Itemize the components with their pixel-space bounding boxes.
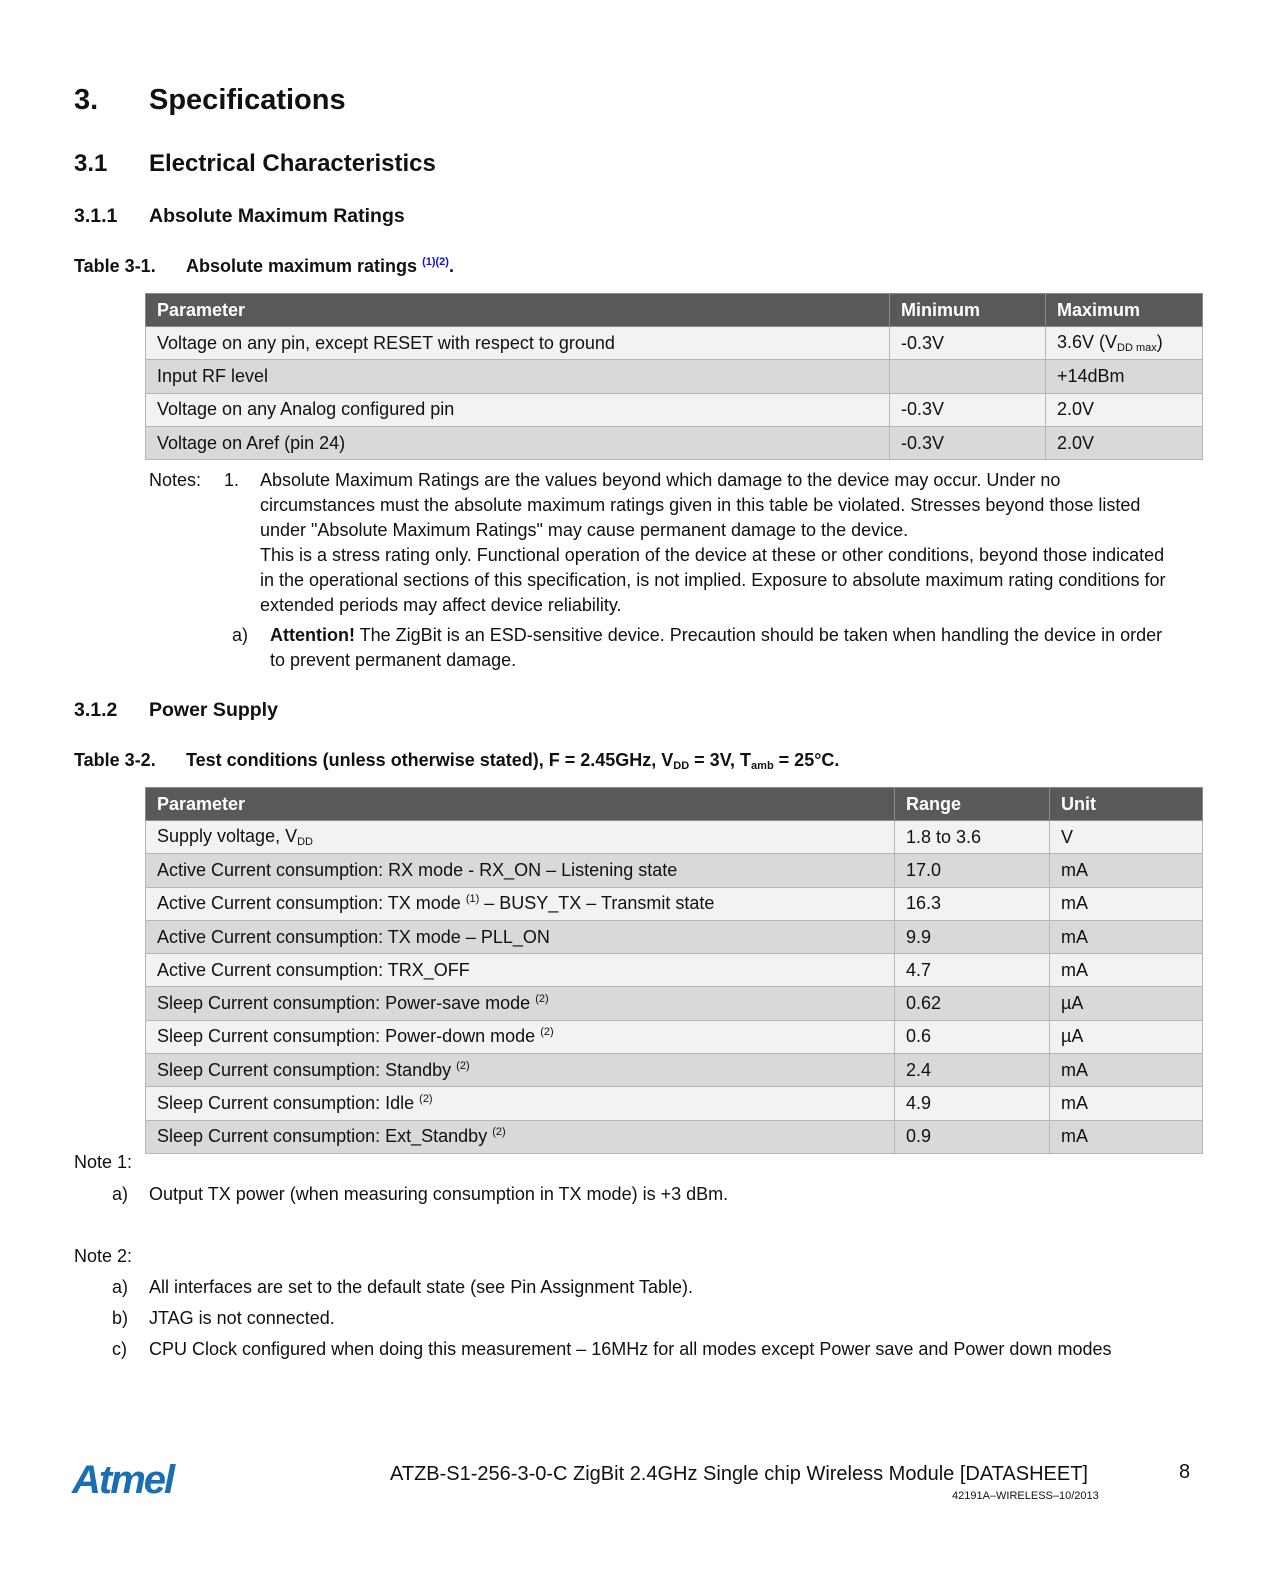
section-heading: [74, 84, 346, 117]
caption-number: Table 3-1.: [74, 256, 156, 276]
note-item-text: All interfaces are set to the default state (see Pin Assignment Table).: [149, 1277, 693, 1297]
text-segment: 16.3: [906, 893, 942, 914]
table-cell: [146, 887, 895, 920]
table-cell: [146, 1020, 895, 1053]
table-caption: [74, 750, 840, 772]
text-segment: µA: [1061, 993, 1084, 1014]
text-segment: mA: [1061, 893, 1088, 914]
text-segment: Active Current consumption: TX mode: [157, 893, 466, 914]
text-segment: mA: [1061, 859, 1088, 880]
table-cell: [895, 854, 1050, 887]
table-row: [146, 920, 1203, 953]
text-segment: 3.6V (V: [1057, 332, 1118, 353]
note-number: 1.: [224, 470, 240, 490]
text-segment: 9.9: [906, 926, 932, 947]
table-cell: [895, 1054, 1050, 1087]
text-segment: V: [1061, 826, 1074, 847]
subsection-title: Electrical Characteristics: [149, 150, 436, 177]
note-label: Note 2:: [74, 1246, 133, 1266]
text-segment: -0.3V: [901, 432, 945, 453]
table-cell: [1050, 1120, 1203, 1153]
note-item-label: a): [112, 1277, 129, 1297]
text-segment: (2): [419, 1093, 433, 1106]
table-cell: [1050, 854, 1203, 887]
table-cell: [895, 954, 1050, 987]
table-row: [146, 1120, 1203, 1153]
text-segment: mA: [1061, 1059, 1088, 1080]
attention-note: [270, 623, 1180, 673]
text-segment: 0.9: [906, 1126, 932, 1147]
table-cell: [146, 854, 895, 887]
page-number: 8: [1179, 1461, 1191, 1483]
text-segment: Active Current consumption: TRX_OFF: [157, 959, 470, 980]
table-row: [146, 1020, 1203, 1053]
table-cell: [146, 987, 895, 1020]
text-segment: (2): [535, 993, 549, 1006]
table-cell: [1050, 987, 1203, 1020]
text-segment: mA: [1061, 1126, 1088, 1147]
table-cell: [895, 887, 1050, 920]
table-cell: [895, 1087, 1050, 1120]
note-item-label: a): [232, 625, 249, 645]
table-cell: [146, 1087, 895, 1120]
table-row: [146, 1087, 1203, 1120]
table-cell: [146, 1120, 895, 1153]
table-cell: [1050, 887, 1203, 920]
subsubsection-heading: [74, 699, 278, 722]
section-number: 3.: [74, 84, 99, 116]
text-segment: (2): [492, 1126, 506, 1139]
table-cell: [1046, 360, 1203, 393]
note-item-text: Output TX power (when measuring consumption in TX mode) is +3 dBm.: [149, 1184, 729, 1204]
table-cell: [1050, 821, 1203, 854]
table-cell: [146, 360, 890, 393]
table-cell: [146, 920, 895, 953]
column-header: Range: [895, 788, 1050, 821]
text-segment: – BUSY_TX – Transmit state: [479, 893, 715, 914]
caption-text: [186, 750, 839, 772]
heading-title: Power Supply: [149, 699, 278, 721]
table-row: [146, 821, 1203, 854]
text-segment: Sleep Current consumption: Power-down mode: [157, 1026, 541, 1047]
footnote-link[interactable]: (1)(2): [422, 256, 449, 268]
table-row: [146, 426, 1203, 459]
note-item-text: CPU Clock configured when doing this measurement – 16MHz for all modes except Power save and Power down modes: [149, 1339, 1112, 1359]
table-cell: [146, 1054, 895, 1087]
text-segment: DD max: [1117, 342, 1157, 355]
column-header: Parameter: [146, 788, 895, 821]
note-item-label: c): [112, 1339, 127, 1359]
power-supply-table: [145, 787, 1203, 1154]
table-cell: [890, 426, 1046, 459]
attention-label: Attention!: [270, 625, 355, 645]
text-segment: Voltage on any pin, except RESET with respect to ground: [157, 332, 615, 353]
text-segment: -0.3V: [901, 399, 945, 420]
table-cell: [895, 821, 1050, 854]
text-segment: Sleep Current consumption: Power-save mode: [157, 993, 536, 1014]
table-cell: [146, 821, 895, 854]
column-header: Minimum: [890, 294, 1046, 327]
text-segment: Supply voltage, V: [157, 826, 298, 847]
text-segment: Input RF level: [157, 365, 269, 386]
attention-text: The ZigBit is an ESD-sensitive device. Precaution should be taken when handling the device in order to prevent permanent damage.: [270, 625, 1163, 670]
text-segment: Sleep Current consumption: Standby: [157, 1059, 457, 1080]
text-segment: 4.9: [906, 1093, 932, 1114]
column-header: Maximum: [1046, 294, 1203, 327]
text-segment: (2): [540, 1026, 554, 1039]
table-cell: [1046, 426, 1203, 459]
heading-number: 3.1.2: [74, 699, 118, 721]
note-paragraph: This is a stress rating only. Functional operation of the device at these or other conditions, beyond those indicated in the operational sections of this specification, is not implied. Exposure to absolute maximum rating conditions for extended periods may affect device reliability.: [260, 545, 1166, 615]
table-row: [146, 1054, 1203, 1087]
column-header: Parameter: [146, 294, 890, 327]
table-cell: [146, 954, 895, 987]
text-segment: 4.7: [906, 959, 932, 980]
table-cell: [1050, 920, 1203, 953]
text-segment: +14dBm: [1057, 365, 1125, 386]
table-row: [146, 887, 1203, 920]
table-cell: [895, 920, 1050, 953]
text-segment: 0.62: [906, 993, 942, 1014]
table-cell: [1046, 327, 1203, 360]
text-segment: (1): [465, 893, 480, 906]
table-row: [146, 327, 1203, 360]
table-cell: [890, 393, 1046, 426]
table-cell: [146, 327, 890, 360]
text-segment: = 25°C.: [773, 750, 840, 770]
table-cell: [890, 360, 1046, 393]
text-segment: Voltage on Aref (pin 24): [157, 432, 346, 453]
text-segment: 1.8 to 3.6: [906, 826, 982, 847]
table-cell: [146, 426, 890, 459]
table-cell: [895, 987, 1050, 1020]
text-segment: 17.0: [906, 859, 942, 880]
text-segment: mA: [1061, 926, 1088, 947]
section-title: Specifications: [149, 84, 346, 116]
document-id: 42191A–WIRELESS–10/2013: [952, 1490, 1099, 1502]
note-item-text: JTAG is not connected.: [149, 1308, 335, 1328]
table-cell: [895, 1120, 1050, 1153]
text-segment: Sleep Current consumption: Ext_Standby: [157, 1126, 493, 1147]
column-header: Unit: [1050, 788, 1203, 821]
text-segment: = 3V, T: [689, 750, 752, 770]
text-segment: mA: [1061, 1093, 1088, 1114]
note-item-label: b): [112, 1308, 129, 1328]
note-body: [260, 468, 1180, 618]
table-row: [146, 987, 1203, 1020]
text-segment: Test conditions (unless otherwise stated), F = 2.45GHz, V: [186, 750, 674, 770]
caption-end: .: [448, 256, 454, 276]
table-row: [146, 954, 1203, 987]
heading-title: Absolute Maximum Ratings: [149, 205, 405, 227]
table-caption: [74, 256, 454, 277]
table-row: [146, 393, 1203, 426]
table-row: [146, 360, 1203, 393]
text-segment: 2.0V: [1057, 432, 1095, 453]
note-item-label: a): [112, 1184, 129, 1204]
notes-label: Notes:: [149, 470, 202, 490]
subsection-number: 3.1: [74, 150, 108, 177]
text-segment: Sleep Current consumption: Idle: [157, 1093, 420, 1114]
note-paragraph: Absolute Maximum Ratings are the values beyond which damage to the device may occur. Under no circumstances must the absolute maximum ratings given in this table be violated. Stresses beyond those listed under "Absolute Maximum Ratings" may cause permanent damage to the device.: [260, 470, 1141, 540]
table-cell: [890, 327, 1046, 360]
table-cell: [1050, 954, 1203, 987]
table-cell: [146, 393, 890, 426]
text-segment: amb: [751, 760, 774, 772]
note-label: Note 1:: [74, 1152, 133, 1172]
text-segment: 2.0V: [1057, 399, 1095, 420]
text-segment: Active Current consumption: RX mode - RX_ON – Listening state: [157, 859, 678, 880]
footer-title: ATZB-S1-256-3-0-C ZigBit 2.4GHz Single chip Wireless Module [DATASHEET]: [390, 1463, 1088, 1485]
text-segment: DD: [673, 760, 690, 772]
subsubsection-heading: [74, 205, 405, 228]
text-segment: DD: [297, 836, 313, 849]
table-row: [146, 854, 1203, 887]
text-segment: 0.6: [906, 1026, 932, 1047]
absolute-max-ratings-table: [145, 293, 1203, 460]
table-cell: [1050, 1087, 1203, 1120]
text-segment: ): [1156, 332, 1163, 353]
text-segment: µA: [1061, 1026, 1084, 1047]
heading-number: 3.1.1: [74, 205, 118, 227]
table-cell: [1050, 1020, 1203, 1053]
table-cell: [895, 1020, 1050, 1053]
text-segment: mA: [1061, 959, 1088, 980]
text-segment: -0.3V: [901, 332, 945, 353]
text-segment: 2.4: [906, 1059, 932, 1080]
atmel-logo: Atmel: [72, 1458, 174, 1502]
text-segment: (2): [456, 1059, 470, 1072]
table-cell: [1046, 393, 1203, 426]
text-segment: Voltage on any Analog configured pin: [157, 399, 455, 420]
caption-number: Table 3-2.: [74, 750, 156, 770]
table-cell: [1050, 1054, 1203, 1087]
caption-text: Absolute maximum ratings: [186, 256, 418, 276]
text-segment: Active Current consumption: TX mode – PLL_ON: [157, 926, 550, 947]
subsection-heading: [74, 150, 436, 178]
